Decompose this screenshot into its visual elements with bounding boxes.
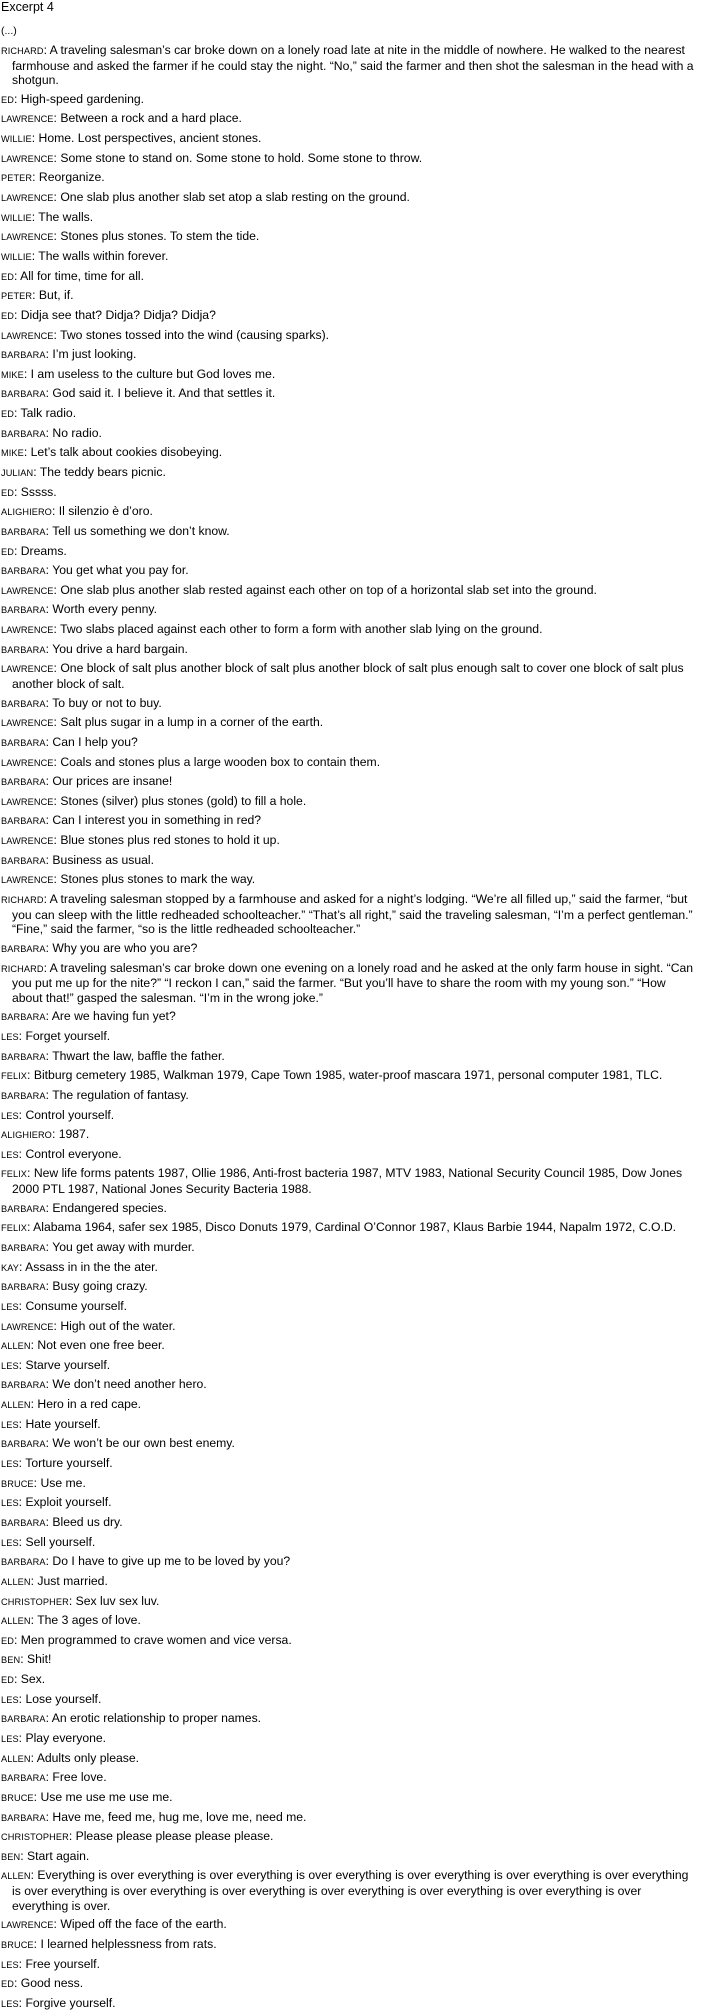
dialogue-line: BARBARA: Tell us something we don’t know.	[1, 523, 230, 538]
dialogue-line: ED: High-speed gardening.	[1, 91, 145, 106]
speaker-name: FELIX	[1, 1169, 28, 1180]
dialogue-line: LAWRENCE: Some stone to stand on. Some stone to hold. Some stone to throw.	[1, 150, 423, 165]
speaker-name: BARBARA	[1, 1517, 46, 1528]
dialogue-line: LES: Play everyone.	[1, 1731, 107, 1745]
speaker-name: ALLEN	[1, 1753, 31, 1764]
dialogue-text: You get away with murder.	[52, 1239, 195, 1254]
speaker-name: RICHARD	[1, 46, 44, 56]
dialogue-text: Are we having fun yet?	[51, 1009, 176, 1024]
dialogue-line: ALLEN: Adults only please.	[1, 1750, 140, 1765]
dialogue-line: ED: All for time, time for all.	[1, 268, 145, 283]
dialogue-text: Adults only please.	[36, 1750, 140, 1765]
dialogue-text: You drive a hard bargain.	[52, 641, 188, 656]
speaker-name: KAY	[1, 1262, 20, 1273]
dialogue-line: WILLIE: The walls.	[1, 209, 94, 224]
speaker-name: LAWRENCE	[1, 664, 54, 675]
dialogue-text: The walls within forever.	[38, 248, 169, 263]
dialogue-line: LAWRENCE: Stones plus stones. To stem the tide.	[1, 229, 260, 244]
speaker-name: LAWRENCE	[1, 875, 54, 886]
dialogue-line: RICHARD: A traveling salesman’s car broke down on a lonely road late at nite in the middle of nowhere. He walked to the nearest farmhouse and asked the farmer if he could stay the night. “No,” said the farmer and then shot the salesman in the head with a shotgun.	[1, 43, 694, 88]
dialogue-line: BARBARA: Worth every penny.	[1, 602, 157, 617]
dialogue-text: Busy going crazy.	[52, 1279, 148, 1294]
dialogue-text: Sssss.	[20, 484, 57, 499]
speaker-name: LAWRENCE	[1, 1920, 54, 1931]
dialogue-text: Starve yourself.	[25, 1357, 111, 1372]
speaker-name: BARBARA	[1, 605, 46, 616]
dialogue-line: ALLEN: Not even one free beer.	[1, 1338, 165, 1353]
speaker-name: BARBARA	[1, 816, 46, 827]
speaker-name: LES	[1, 1360, 19, 1371]
dialogue-line: LES: Torture yourself.	[1, 1456, 113, 1471]
dialogue-line: LES: Lose yourself.	[1, 1691, 102, 1706]
dialogue-text: God said it. I believe it. And that settles it.	[52, 386, 276, 401]
dialogue-line: RICHARD: A traveling salesman’s car broke down one evening on a lonely road and he asked at the only farm house in sight. “Can you put me up for the nite?” “I reckon I can,” said the farmer. “But you’ll have to share the room with my young son.” “How about that!” gasped the salesman. “I’m in the wrong joke.”	[1, 960, 694, 1005]
dialogue-text: Reorganize.	[38, 170, 105, 185]
dialogue-line: LES: Consume yourself.	[1, 1298, 128, 1313]
dialogue-text: Free love.	[52, 1770, 107, 1785]
dialogue-line: ALIGHIERO: Il silenzio è d’oro.	[1, 504, 153, 519]
dialogue-text: The teddy bears picnic.	[39, 465, 166, 479]
dialogue-text: Between a rock and a hard place.	[60, 111, 242, 126]
dialogue-line: FELIX: Bitburg cemetery 1985, Walkman 1979, Cape Town 1985, water-proof mascara 1971, personal computer 1981, TLC.	[1, 1068, 663, 1083]
speaker-name: FELIX	[1, 1223, 28, 1234]
dialogue-line: BARBARA: Do I have to give up me to be loved by you?	[1, 1554, 291, 1569]
dialogue-text: Not even one free beer.	[37, 1338, 165, 1353]
dialogue-text: Men programmed to crave women and vice versa.	[20, 1632, 292, 1647]
speaker-name: LES	[1, 1031, 19, 1042]
speaker-name: LES	[1, 1694, 19, 1705]
dialogue-text: Bleed us dry.	[52, 1514, 123, 1529]
dialogue-line: BARBARA: We don’t need another hero.	[1, 1377, 207, 1392]
dialogue-text: One slab plus another slab set atop a slab resting on the ground.	[60, 190, 410, 205]
dialogue-text: Have me, feed me, hug me, love me, need me.	[52, 1809, 307, 1824]
dialogue-line: ED: Men programmed to crave women and vice versa.	[1, 1632, 292, 1647]
dialogue-text: High out of the water.	[60, 1318, 176, 1333]
speaker-name: LES	[1, 1498, 19, 1509]
speaker-name: BARBARA	[1, 1051, 46, 1062]
dialogue-text: Everything is over everything is over everything is over everything is over everything is over everything is over everything is over everything is over everything is over everything is over everything is over everything is over everything is over everything is over.	[12, 1868, 689, 1913]
speaker-name: LAWRENCE	[1, 585, 54, 596]
speaker-name: WILLIE	[1, 251, 32, 262]
dialogue-text: Torture yourself.	[25, 1456, 113, 1471]
speaker-name: ED	[1, 487, 14, 498]
speaker-name: RICHARD	[1, 895, 44, 906]
dialogue-text: We won’t be our own best enemy.	[52, 1436, 235, 1451]
dialogue-line: JULIAN: The teddy bears picnic.	[1, 465, 166, 479]
speaker-name: MIKE	[1, 448, 24, 459]
dialogue-text: An erotic relationship to proper names.	[51, 1711, 262, 1726]
dialogue-line: LAWRENCE: Two stones tossed into the wind (causing sparks).	[1, 327, 330, 342]
dialogue-line: BARBARA: Bleed us dry.	[1, 1514, 123, 1529]
dialogue-line: BARBARA: Thwart the law, baffle the father.	[1, 1048, 225, 1063]
dialogue-text: I am useless to the culture but God loves me.	[30, 366, 276, 381]
dialogue-line: LAWRENCE: Stones plus stones to mark the way.	[1, 872, 256, 887]
dialogue-text: We don’t need another hero.	[52, 1377, 207, 1392]
speaker-name: CHRISTOPHER	[1, 1832, 69, 1843]
dialogue-line: LAWRENCE: Between a rock and a hard place.	[1, 111, 242, 126]
dialogue-text: Just married.	[37, 1573, 108, 1588]
dialogue-line: KAY: Assass in in the the ater.	[1, 1259, 158, 1274]
speaker-name: BRUCE	[1, 1939, 34, 1950]
speaker-name: BARBARA	[1, 698, 46, 709]
dialogue-line: LES: Exploit yourself.	[1, 1495, 112, 1510]
speaker-name: LES	[1, 1459, 19, 1470]
dialogue-text: The 3 ages of love.	[37, 1613, 141, 1628]
page-title: Excerpt 4	[1, 0, 54, 14]
speaker-name: LES	[1, 1110, 19, 1121]
dialogue-line: BARBARA: Have me, feed me, hug me, love me, need me.	[1, 1809, 307, 1824]
dialogue-line: LAWRENCE: Stones (silver) plus stones (gold) to fill a hole.	[1, 793, 307, 808]
dialogue-text: Forget yourself.	[25, 1028, 111, 1043]
dialogue-text: Home. Lost perspectives, ancient stones.	[38, 131, 262, 146]
speaker-name: BARBARA	[1, 777, 46, 788]
dialogue-line: ALIGHIERO: 1987.	[1, 1127, 90, 1142]
dialogue-text: Some stone to stand on. Some stone to hold. Some stone to throw.	[60, 150, 423, 165]
dialogue-text: Can I help you?	[52, 734, 138, 749]
dialogue-line: FELIX: New life forms patents 1987, Ollie 1986, Anti-frost bacteria 1987, MTV 1983, National Security Council 1985, Dow Jones 2000 PTL 1987, National Jones Security Bacteria 1988.	[1, 1166, 683, 1197]
dialogue-line: BARBARA: We won’t be our own best enemy.	[1, 1436, 235, 1451]
dialogue-line: BARBARA: Can I interest you in something in red?	[1, 813, 262, 828]
speaker-name: BARBARA	[1, 943, 46, 954]
dialogue-line: BARBARA: No radio.	[1, 425, 102, 440]
dialogue-line: LAWRENCE: Coals and stones plus a large wooden box to contain them.	[1, 754, 381, 769]
dialogue-line: BARBARA: Free love.	[1, 1770, 107, 1785]
dialogue-text: Two stones tossed into the wind (causing sparks).	[60, 327, 330, 342]
speaker-name: BARBARA	[1, 350, 46, 361]
speaker-name: LAWRENCE	[1, 193, 54, 204]
dialogue-line: LES: Starve yourself.	[1, 1357, 111, 1372]
dialogue-list	[1, 43, 698, 2011]
dialogue-line: LES: Sell yourself.	[1, 1534, 96, 1549]
dialogue-text: No radio.	[52, 425, 102, 440]
speaker-name: BARBARA	[1, 1090, 46, 1101]
opening-ellipsis: (...)	[1, 25, 17, 37]
dialogue-text: Stones plus stones to mark the way.	[60, 872, 256, 887]
dialogue-text: Free yourself.	[25, 1956, 100, 1971]
dialogue-line: ED: Good ness.	[1, 1976, 84, 1991]
dialogue-line: ALLEN: Hero in a red cape.	[1, 1397, 142, 1412]
dialogue-text: 1987.	[58, 1127, 90, 1142]
speaker-name: LAWRENCE	[1, 153, 54, 164]
speaker-name: BARBARA	[1, 526, 46, 537]
speaker-name: ED	[1, 546, 14, 557]
speaker-name: LES	[1, 1301, 19, 1312]
speaker-name: BARBARA	[1, 1012, 46, 1023]
speaker-name: ALLEN	[1, 1341, 31, 1352]
speaker-name: BARBARA	[1, 428, 46, 439]
speaker-name: FELIX	[1, 1071, 28, 1082]
speaker-name: LES	[1, 1959, 19, 1970]
dialogue-text: Lose yourself.	[25, 1691, 102, 1706]
dialogue-text: Our prices are insane!	[52, 774, 173, 789]
dialogue-text: A traveling salesman stopped by a farmhouse and asked for a night’s lodging. “We’re all filled up,” said the farmer, “but you can sleep with the little redheaded schoolteacher.” “That’s all right,” said the traveling salesman, “I’m a perfect gentleman.” “Fine,” said the farmer, “so is the little redheaded schoolteacher.”	[12, 892, 693, 937]
dialogue-text: Control everyone.	[25, 1146, 122, 1161]
speaker-name: LES	[1, 1734, 19, 1744]
dialogue-text: Wiped off the face of the earth.	[60, 1917, 227, 1932]
dialogue-text: All for time, time for all.	[20, 268, 145, 283]
dialogue-line: BARBARA: To buy or not to buy.	[1, 695, 162, 710]
dialogue-text: I’m just looking.	[52, 347, 137, 362]
dialogue-line: BARBARA: The regulation of fantasy.	[1, 1087, 189, 1102]
speaker-name: JULIAN	[1, 468, 34, 478]
speaker-name: ALLEN	[1, 1616, 31, 1627]
dialogue-line: LAWRENCE: One slab plus another slab rested against each other on top of a horizontal slab set into the ground.	[1, 582, 597, 597]
dialogue-text: Assass in in the the ater.	[25, 1259, 158, 1274]
speaker-name: LAWRENCE	[1, 330, 54, 341]
dialogue-line: ED: Didja see that? Didja? Didja? Didja?	[1, 307, 216, 322]
dialogue-line: LAWRENCE: High out of the water.	[1, 1318, 176, 1333]
dialogue-text: Endangered species.	[52, 1200, 167, 1215]
speaker-name: ED	[1, 1675, 14, 1686]
dialogue-line: ED: Dreams.	[1, 543, 67, 558]
dialogue-text: Stones plus stones. To stem the tide.	[60, 229, 260, 244]
dialogue-text: Blue stones plus red stones to hold it up.	[60, 833, 280, 848]
dialogue-text: Hero in a red cape.	[37, 1397, 142, 1412]
speaker-name: LES	[1, 1419, 19, 1430]
speaker-name: ED	[1, 409, 14, 420]
speaker-name: BEN	[1, 1655, 21, 1666]
dialogue-line: WILLIE: The walls within forever.	[1, 248, 169, 263]
dialogue-line: BARBARA: Busy going crazy.	[1, 1279, 148, 1294]
speaker-name: LES	[1, 1149, 19, 1160]
dialogue-text: I learned helplessness from rats.	[40, 1936, 217, 1951]
dialogue-line: LAWRENCE: Two slabs placed against each other to form a form with another slab lying on the ground.	[1, 622, 543, 637]
dialogue-line: LES: Free yourself.	[1, 1956, 100, 1971]
dialogue-text: Talk radio.	[20, 406, 77, 421]
dialogue-line: LES: Control yourself.	[1, 1107, 115, 1122]
speaker-name: ED	[1, 94, 14, 105]
dialogue-text: Hate yourself.	[25, 1416, 101, 1431]
dialogue-line: LES: Hate yourself.	[1, 1416, 101, 1431]
speaker-name: BARBARA	[1, 1380, 46, 1391]
speaker-name: ALLEN	[1, 1871, 31, 1882]
dialogue-line: ALLEN: Just married.	[1, 1573, 108, 1588]
speaker-name: WILLIE	[1, 212, 32, 223]
speaker-name: BARBARA	[1, 737, 46, 748]
speaker-name: LAWRENCE	[1, 625, 54, 636]
dialogue-line: LAWRENCE: One slab plus another slab set atop a slab resting on the ground.	[1, 190, 410, 205]
dialogue-text: Shit!	[26, 1652, 52, 1667]
speaker-name: BARBARA	[1, 389, 46, 400]
dialogue-text: Do I have to give up me to be loved by you?	[52, 1554, 291, 1569]
dialogue-line: PETER: But, if.	[1, 288, 74, 303]
dialogue-text: Il silenzio è d’oro.	[58, 504, 153, 519]
dialogue-text: Alabama 1964, safer sex 1985, Disco Donuts 1979, Cardinal O’Connor 1987, Klaus Barbie 1944, Napalm 1972, C.O.D.	[33, 1220, 677, 1235]
dialogue-text: Control yourself.	[25, 1107, 115, 1122]
speaker-name: ED	[1, 310, 14, 321]
speaker-name: BARBARA	[1, 1282, 46, 1293]
dialogue-line: ED: Talk radio.	[1, 406, 77, 421]
dialogue-text: Sex.	[20, 1672, 46, 1687]
dialogue-text: Consume yourself.	[25, 1298, 128, 1313]
dialogue-line: MIKE: I am useless to the culture but God loves me.	[1, 366, 276, 381]
dialogue-text: Tell us something we don’t know.	[52, 523, 230, 538]
dialogue-line: BARBARA: Are we having fun yet?	[1, 1009, 176, 1024]
speaker-name: ALLEN	[1, 1400, 31, 1411]
dialogue-line: CHRISTOPHER: Please please please please please.	[1, 1829, 274, 1844]
dialogue-text: Why you are who you are?	[52, 940, 198, 955]
speaker-name: BARBARA	[1, 566, 46, 577]
speaker-name: BEN	[1, 1851, 21, 1862]
speaker-name: BRUCE	[1, 1478, 34, 1489]
speaker-name: BRUCE	[1, 1792, 34, 1803]
speaker-name: BARBARA	[1, 1557, 46, 1568]
speaker-name: BARBARA	[1, 1773, 46, 1784]
dialogue-line: BRUCE: I learned helplessness from rats.	[1, 1936, 217, 1951]
dialogue-text: Start again.	[26, 1848, 90, 1863]
speaker-name: PETER	[1, 173, 33, 184]
dialogue-text: You get what you pay for.	[52, 563, 189, 578]
dialogue-text: Coals and stones plus a large wooden box to contain them.	[60, 754, 381, 769]
speaker-name: LES	[1, 1537, 19, 1548]
dialogue-text: Worth every penny.	[52, 602, 157, 617]
speaker-name: RICHARD	[1, 963, 44, 974]
dialogue-line: FELIX: Alabama 1964, safer sex 1985, Disco Donuts 1979, Cardinal O’Connor 1987, Klaus Barbie 1944, Napalm 1972, C.O.D.	[1, 1220, 677, 1235]
speaker-name: ED	[1, 1635, 14, 1646]
dialogue-text: Salt plus sugar in a lump in a corner of the earth.	[60, 715, 324, 730]
dialogue-line: ALLEN: Everything is over everything is over everything is over everything is over everything is over everything is over everything is over everything is over everything is over everything is over everything is over everything is over everything is over everything is over.	[1, 1868, 689, 1913]
dialogue-text: Sell yourself.	[25, 1534, 96, 1549]
speaker-name: ED	[1, 1979, 14, 1990]
dialogue-text: Thwart the law, baffle the father.	[52, 1048, 225, 1063]
dialogue-line: LAWRENCE: One block of salt plus another block of salt plus another block of salt plus enough salt to cover one block of salt plus another block of salt.	[1, 661, 684, 691]
speaker-name: CHRISTOPHER	[1, 1596, 69, 1607]
dialogue-line: BARBARA: I’m just looking.	[1, 347, 137, 362]
speaker-name: BARBARA	[1, 1242, 46, 1253]
dialogue-text: One block of salt plus another block of salt plus another block of salt plus enough salt to cover one block of salt plus another block of salt.	[12, 661, 684, 691]
dialogue-line: BARBARA: Why you are who you are?	[1, 940, 198, 955]
dialogue-line: LAWRENCE: Salt plus sugar in a lump in a corner of the earth.	[1, 715, 324, 730]
dialogue-text: Use me use me use me.	[40, 1789, 173, 1804]
dialogue-text: A traveling salesman’s car broke down one evening on a lonely road and he asked at the only farm house in sight. “Can you put me up for the nite?” “I reckon I can,” said the farmer. “But you’ll have to share the room with my young son.” “How about that!” gasped the salesman. “I’m in the wrong joke.”	[12, 960, 694, 1005]
speaker-name: WILLIE	[1, 134, 32, 145]
dialogue-line: BARBARA: God said it. I believe it. And that settles it.	[1, 386, 276, 401]
dialogue-text: Forgive yourself.	[25, 1995, 116, 2010]
speaker-name: BARBARA	[1, 644, 46, 655]
speaker-name: ALIGHIERO	[1, 1130, 52, 1141]
speaker-name: BARBARA	[1, 1714, 46, 1725]
dialogue-line: LAWRENCE: Wiped off the face of the earth.	[1, 1917, 227, 1932]
speaker-name: ALLEN	[1, 1576, 31, 1587]
dialogue-line: WILLIE: Home. Lost perspectives, ancient stones.	[1, 131, 262, 146]
dialogue-text: Stones (silver) plus stones (gold) to fill a hole.	[60, 793, 307, 808]
dialogue-line: BARBARA: You get away with murder.	[1, 1239, 195, 1254]
dialogue-line: LAWRENCE: Blue stones plus red stones to hold it up.	[1, 833, 280, 848]
speaker-name: LAWRENCE	[1, 836, 54, 847]
speaker-name: LAWRENCE	[1, 718, 54, 729]
dialogue-line: RICHARD: A traveling salesman stopped by a farmhouse and asked for a night’s lodging. “We’re all filled up,” said the farmer, “but you can sleep with the little redheaded schoolteacher.” “That’s all right,” said the traveling salesman, “I’m a perfect gentleman.” “Fine,” said the farmer, “so is the little redheaded schoolteacher.”	[1, 892, 693, 937]
dialogue-line: BRUCE: Use me.	[1, 1475, 86, 1490]
speaker-name: BARBARA	[1, 1812, 46, 1823]
dialogue-line: BARBARA: Our prices are insane!	[1, 774, 173, 789]
dialogue-line: PETER: Reorganize.	[1, 170, 105, 185]
dialogue-line: BARBARA: Endangered species.	[1, 1200, 167, 1215]
speaker-name: LAWRENCE	[1, 232, 54, 243]
dialogue-line: MIKE: Let’s talk about cookies disobeying.	[1, 445, 223, 460]
speaker-name: ALIGHIERO	[1, 507, 52, 518]
speaker-name: LES	[1, 1998, 19, 2009]
dialogue-text: Please please please please please.	[75, 1829, 274, 1844]
dialogue-text: Didja see that? Didja? Didja? Didja?	[20, 307, 216, 322]
dialogue-text: One slab plus another slab rested against each other on top of a horizontal slab set into the ground.	[60, 582, 597, 597]
speaker-name: BARBARA	[1, 1203, 46, 1214]
dialogue-line: LES: Control everyone.	[1, 1146, 122, 1161]
dialogue-line: LES: Forget yourself.	[1, 1028, 111, 1043]
dialogue-text: Play everyone.	[25, 1731, 107, 1745]
dialogue-text: Exploit yourself.	[25, 1495, 112, 1510]
dialogue-line: BARBARA: An erotic relationship to proper names.	[1, 1711, 262, 1726]
speaker-name: BARBARA	[1, 1439, 46, 1450]
speaker-name: LAWRENCE	[1, 1321, 54, 1332]
dialogue-text: Sex luv sex luv.	[75, 1593, 160, 1608]
dialogue-text: Good ness.	[20, 1976, 84, 1991]
dialogue-text: High-speed gardening.	[20, 91, 145, 106]
dialogue-line: BARBARA: You get what you pay for.	[1, 563, 189, 578]
speaker-name: PETER	[1, 291, 33, 302]
dialogue-text: Dreams.	[20, 543, 67, 558]
dialogue-line: BARBARA: You drive a hard bargain.	[1, 641, 188, 656]
dialogue-text: Let’s talk about cookies disobeying.	[30, 445, 223, 460]
dialogue-text: A traveling salesman’s car broke down on a lonely road late at nite in the middle of nowhere. He walked to the nearest farmhouse and asked the farmer if he could stay the night. “No,” said the farmer and then shot the salesman in the head with a shotgun.	[12, 43, 694, 88]
dialogue-line: LES: Forgive yourself.	[1, 1995, 116, 2010]
dialogue-text: The regulation of fantasy.	[52, 1087, 189, 1102]
speaker-name: BARBARA	[1, 855, 46, 866]
dialogue-line: BARBARA: Can I help you?	[1, 734, 138, 749]
dialogue-line: CHRISTOPHER: Sex luv sex luv.	[1, 1593, 160, 1608]
dialogue-text: Two slabs placed against each other to form a form with another slab lying on the ground.	[60, 622, 543, 637]
dialogue-text: But, if.	[38, 288, 74, 303]
speaker-name: MIKE	[1, 369, 24, 380]
dialogue-line: ED: Sex.	[1, 1672, 46, 1687]
speaker-name: LAWRENCE	[1, 114, 54, 125]
dialogue-text: The walls.	[38, 209, 94, 224]
speaker-name: LAWRENCE	[1, 757, 54, 768]
dialogue-text: Use me.	[40, 1475, 86, 1490]
dialogue-line: ALLEN: The 3 ages of love.	[1, 1613, 141, 1628]
dialogue-text: To buy or not to buy.	[52, 695, 162, 710]
dialogue-line: BEN: Start again.	[1, 1848, 90, 1863]
dialogue-line: BRUCE: Use me use me use me.	[1, 1789, 173, 1804]
dialogue-text: Can I interest you in something in red?	[52, 813, 262, 828]
dialogue-line: BARBARA: Business as usual.	[1, 852, 155, 867]
speaker-name: ED	[1, 271, 14, 282]
dialogue-text: Business as usual.	[52, 852, 155, 867]
speaker-name: LAWRENCE	[1, 796, 54, 807]
dialogue-line: BEN: Shit!	[1, 1652, 52, 1667]
dialogue-text: New life forms patents 1987, Ollie 1986, Anti-frost bacteria 1987, MTV 1983, National Security Council 1985, Dow Jones 2000 PTL 1987, National Jones Security Bacteria 1988.	[12, 1166, 683, 1197]
dialogue-line: ED: Sssss.	[1, 484, 57, 499]
dialogue-text: Bitburg cemetery 1985, Walkman 1979, Cape Town 1985, water-proof mascara 1971, personal computer 1981, TLC.	[33, 1068, 663, 1083]
